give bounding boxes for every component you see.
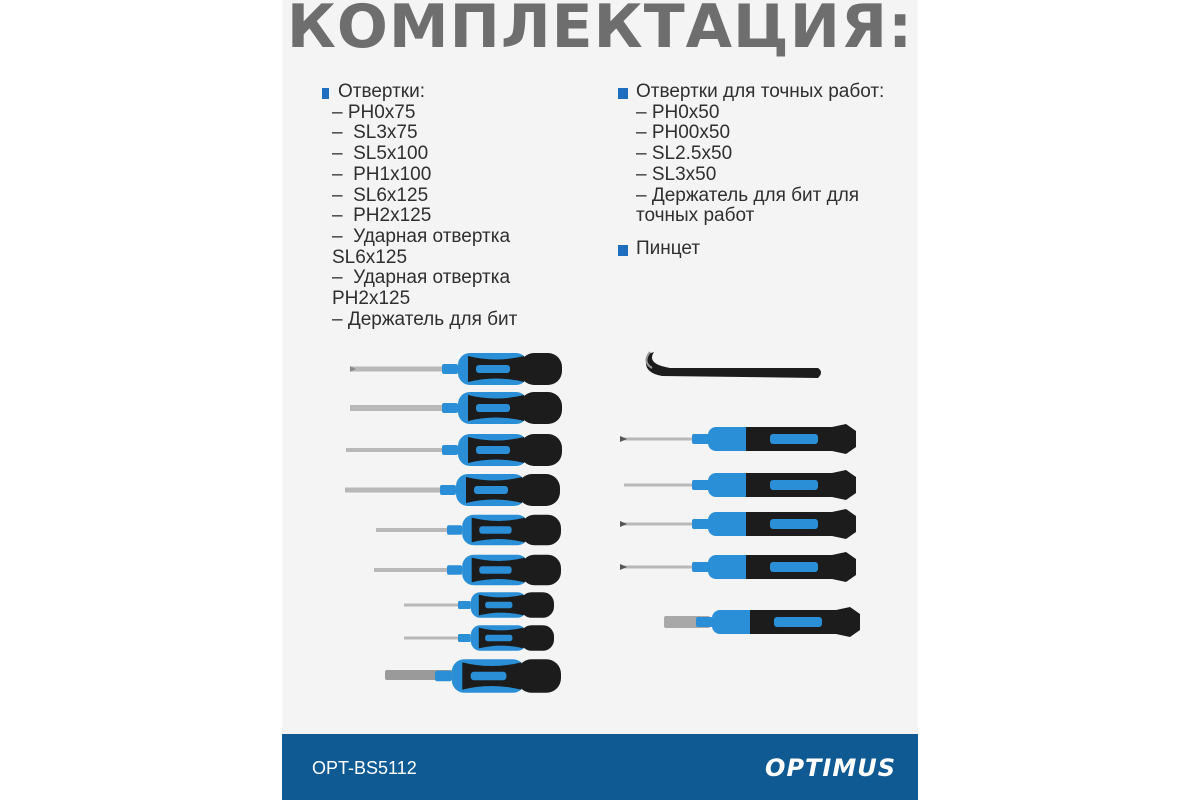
- screwdriver-icon: [620, 509, 856, 539]
- screwdriver-icon: [350, 392, 562, 424]
- screwdriver-icon: [345, 474, 560, 506]
- list-item: – Ударная отвертка PH2x125: [332, 267, 516, 310]
- list-item: – SL2.5x50: [636, 143, 733, 165]
- screwdriver-icon: [374, 555, 561, 585]
- list-item: – Ударная отвертка SL6x125: [332, 225, 516, 268]
- list-item: – PH1x100: [332, 163, 432, 185]
- list-item: – PH00x50: [636, 122, 731, 144]
- screwdriver-icon: [404, 625, 554, 651]
- list-item: – SL3x50: [636, 163, 717, 185]
- category-heading: Отвертки для точных работ:: [636, 81, 885, 102]
- screwdriver-icon: [620, 424, 856, 454]
- screwdriver-icon: [404, 592, 554, 618]
- list-item: – Держатель для бит для точных работ: [636, 184, 865, 227]
- screwdriver-icon: [664, 607, 860, 637]
- list-item: – PH0x75: [332, 101, 416, 123]
- screwdriver-icon: [350, 353, 562, 385]
- page-title: КОМПЛЕКТАЦИЯ:: [286, 0, 914, 62]
- screwdriver-icon: [376, 515, 561, 545]
- list-item: – PH0x50: [636, 101, 720, 123]
- list-item: – SL3x75: [332, 122, 418, 144]
- category-heading: Пинцет: [636, 237, 701, 259]
- category-heading: Отвертки:: [338, 81, 425, 102]
- list-item: – SL5x100: [332, 143, 429, 165]
- screwdriver-icon: [385, 659, 561, 693]
- screwdriver-icon: [346, 434, 562, 466]
- screwdriver-icon: [620, 552, 856, 582]
- product-sku: OPT-BS5112: [312, 758, 417, 778]
- list-item: – Держатель для бит: [332, 308, 518, 330]
- screwdriver-icon: [624, 470, 856, 500]
- tweezers-icon: [646, 352, 821, 378]
- list-item: – SL6x125: [332, 184, 429, 206]
- brand-logo: OPTIMUS: [765, 754, 896, 782]
- footer-bar: [282, 734, 918, 800]
- list-item: – PH2x125: [332, 205, 432, 227]
